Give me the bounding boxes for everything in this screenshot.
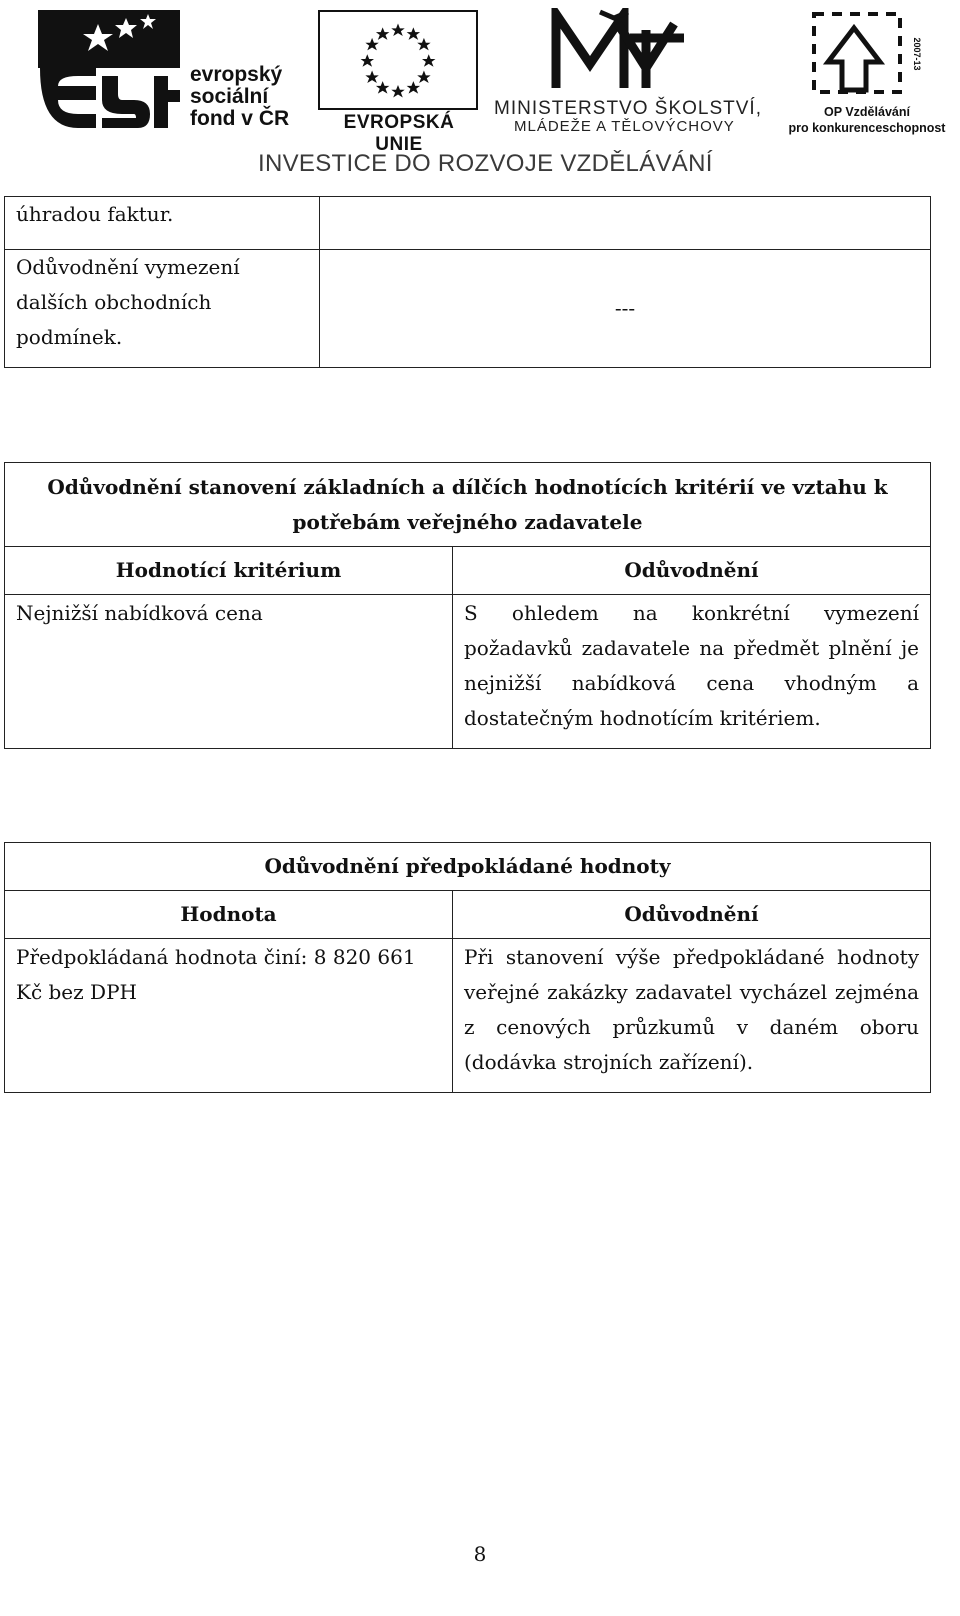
msmt-line1: MINISTERSTVO ŠKOLSTVÍ, — [494, 98, 762, 119]
esf-logo-text: evropský sociální fond v ČR — [190, 63, 290, 130]
estimated-value-title: Odůvodnění předpokládané hodnoty — [5, 843, 931, 891]
esf-logo-icon — [38, 10, 180, 130]
estimated-col2-header: Odůvodnění — [453, 891, 931, 939]
estimated-cell-right: Při stanovení výše předpokládané hodnoty veřejné zakázky zadavatel vycházel zejména z cenových průzkumů v daném oboru (dodávka strojních zařízení). — [453, 939, 931, 1093]
criteria-table — [4, 462, 931, 749]
estimated-value-table — [4, 842, 931, 1093]
criteria-cell-left: Nejnižší nabídková cena — [5, 595, 453, 749]
criteria-col1-header: Hodnotící kritérium — [5, 547, 453, 595]
table1-row2-left: Odůvodnění vymezení dalších obchodních podmínek. — [5, 250, 320, 368]
msmt-logo-icon — [550, 8, 690, 92]
estimated-cell-left: Předpokládaná hodnota činí: 8 820 661 Kč bez DPH — [5, 939, 453, 1093]
criteria-col2-header: Odůvodnění — [453, 547, 931, 595]
msmt-line2: MLÁDEŽE A TĚLOVÝCHOVY — [514, 118, 735, 135]
table1-row1-right — [320, 197, 931, 250]
op-years-label: 2007-13 — [912, 37, 922, 71]
estimated-col1-header: Hodnota — [5, 891, 453, 939]
table1-row1-left: úhradou faktur. — [5, 197, 320, 250]
eu-flag-icon — [318, 10, 478, 110]
op-vzdelavani-text: OP Vzdělávání pro konkurenceschopnost — [788, 105, 946, 135]
criteria-table-title: Odůvodnění stanovení základních a dílčích hodnotících kritérií ve vztahu k potřebám veřejného zadavatele — [5, 463, 931, 547]
page-number: 8 — [473, 1542, 487, 1566]
investice-banner: INVESTICE DO ROZVOJE VZDĚLÁVÁNÍ — [258, 150, 713, 177]
logo-bar — [0, 0, 960, 190]
op-vzdelavani-logo-icon — [808, 8, 928, 98]
conditions-table — [4, 196, 931, 368]
eu-label: EVROPSKÁ UNIE — [343, 112, 455, 155]
table1-row2-right: --- — [320, 250, 931, 368]
criteria-cell-right: S ohledem na konkrétní vymezení požadavků zadavatele na předmět plnění je nejnižší nabídková cena vhodným a dostatečným hodnotícím kritériem. — [453, 595, 931, 749]
